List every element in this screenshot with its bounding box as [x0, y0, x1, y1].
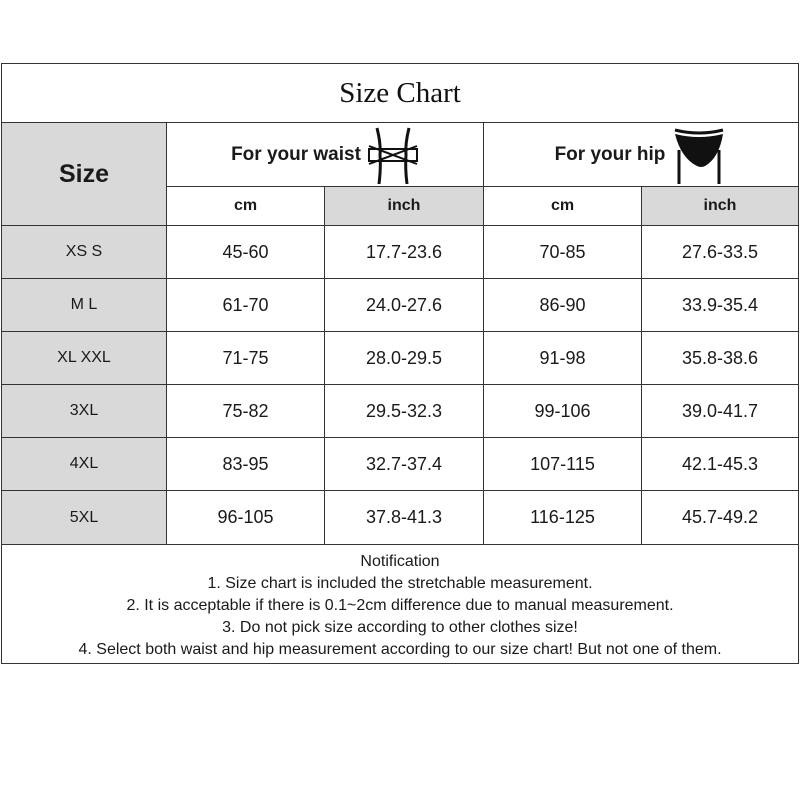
- hip-group-label: For your hip: [554, 143, 666, 165]
- hip-cm-cell: [483, 278, 641, 331]
- notification-line: 1. Size chart is included the stretchable measurement.: [207, 575, 593, 592]
- size-cell-text: 4XL: [69, 455, 99, 472]
- waist-cm-cell: [166, 225, 324, 278]
- hip-cm-cell-text: 91-98: [539, 347, 586, 368]
- waist-inch-cell-text: 24.0-27.6: [365, 294, 443, 315]
- size-cell: [2, 278, 166, 331]
- waist-cm-cell: [166, 490, 324, 544]
- size-cell: [2, 384, 166, 437]
- hip-inch-cell: [641, 384, 798, 437]
- waist-inch-cell-text: 28.0-29.5: [365, 347, 443, 368]
- waist-inch-cell: [324, 384, 483, 437]
- hip-cm-cell: [483, 384, 641, 437]
- waist-inch-cell: [324, 225, 483, 278]
- hip-inch-cell: [641, 278, 798, 331]
- hip-cm-cell-text: 107-115: [530, 453, 595, 474]
- waist-inch-cell: [324, 331, 483, 384]
- waist-inch-cell-text: 37.8-41.3: [365, 507, 443, 527]
- waist-inch-cell-text: 17.7-23.6: [365, 241, 443, 262]
- unit-label: inch: [703, 197, 737, 214]
- unit-label: inch: [387, 197, 421, 214]
- size-cell-text: XL XXL: [57, 349, 111, 366]
- waist-cm-cell: [166, 278, 324, 331]
- waist-inch-cell: [324, 490, 483, 544]
- chart-title: [2, 64, 798, 122]
- hip-measure-icon: [671, 124, 727, 186]
- hip-inch-cell: [641, 331, 798, 384]
- notification-line: 2. It is acceptable if there is 0.1~2cm difference due to manual measurement.: [126, 597, 674, 614]
- waist-cm-cell: [166, 384, 324, 437]
- hip-inch-cell: [641, 225, 798, 278]
- size-cell-text: 3XL: [69, 402, 99, 419]
- size-cell-text: XS S: [65, 243, 103, 260]
- chart-title-text: Size Chart: [339, 76, 461, 109]
- notification-heading: Notification: [360, 553, 440, 570]
- unit-header-waist-cm: [166, 186, 324, 225]
- hip-cm-cell-text: 70-85: [539, 241, 586, 262]
- hip-cm-cell-text: 99-106: [534, 400, 591, 421]
- hip-cm-cell: [483, 490, 641, 544]
- size-chart: [1, 63, 799, 664]
- hip-cm-cell-text: 86-90: [539, 294, 586, 315]
- waist-inch-cell: [324, 278, 483, 331]
- hip-cm-cell: [483, 437, 641, 490]
- hip-inch-cell-text: 42.1-45.3: [681, 453, 759, 474]
- hip-group-header: [483, 122, 798, 186]
- size-header: [2, 122, 166, 225]
- hip-inch-cell-text: 27.6-33.5: [681, 241, 759, 262]
- waist-cm-cell-text: 61-70: [222, 294, 269, 315]
- unit-header-hip-inch: [641, 186, 798, 225]
- hip-inch-cell-text: 35.8-38.6: [681, 347, 759, 368]
- size-cell-text: M L: [70, 296, 98, 313]
- size-header-label: Size: [58, 159, 110, 188]
- waist-cm-cell-text: 71-75: [222, 347, 269, 368]
- hip-inch-cell-text: 45.7-49.2: [681, 507, 759, 527]
- size-cell: [2, 225, 166, 278]
- waist-group-header: [166, 122, 483, 186]
- waist-inch-cell-text: 32.7-37.4: [365, 453, 443, 474]
- size-cell: [2, 437, 166, 490]
- notification-line: 4. Select both waist and hip measurement according to our size chart! But not one of them.: [78, 641, 722, 658]
- waist-cm-cell: [166, 437, 324, 490]
- size-cell: [2, 490, 166, 544]
- waist-inch-cell-text: 29.5-32.3: [365, 400, 443, 421]
- hip-inch-cell: [641, 437, 798, 490]
- notification-line: 3. Do not pick size according to other clothes size!: [222, 619, 578, 636]
- waist-cm-cell: [166, 331, 324, 384]
- waist-measure-icon: [367, 124, 419, 186]
- notification-panel: [2, 544, 798, 663]
- hip-cm-cell: [483, 225, 641, 278]
- hip-cm-cell: [483, 331, 641, 384]
- hip-inch-cell: [641, 490, 798, 544]
- waist-cm-cell-text: 75-82: [222, 400, 269, 421]
- hip-inch-cell-text: 39.0-41.7: [681, 400, 759, 421]
- size-cell-text: 5XL: [69, 508, 99, 526]
- unit-label: cm: [550, 197, 575, 214]
- size-cell: [2, 331, 166, 384]
- unit-header-hip-cm: [483, 186, 641, 225]
- waist-cm-cell-text: 83-95: [222, 453, 269, 474]
- waist-cm-cell-text: 45-60: [222, 241, 269, 262]
- waist-cm-cell-text: 96-105: [217, 507, 274, 527]
- hip-cm-cell-text: 116-125: [530, 507, 595, 527]
- waist-inch-cell: [324, 437, 483, 490]
- waist-group-label: For your waist: [231, 143, 361, 165]
- hip-inch-cell-text: 33.9-35.4: [681, 294, 759, 315]
- unit-header-waist-inch: [324, 186, 483, 225]
- unit-label: cm: [233, 197, 258, 214]
